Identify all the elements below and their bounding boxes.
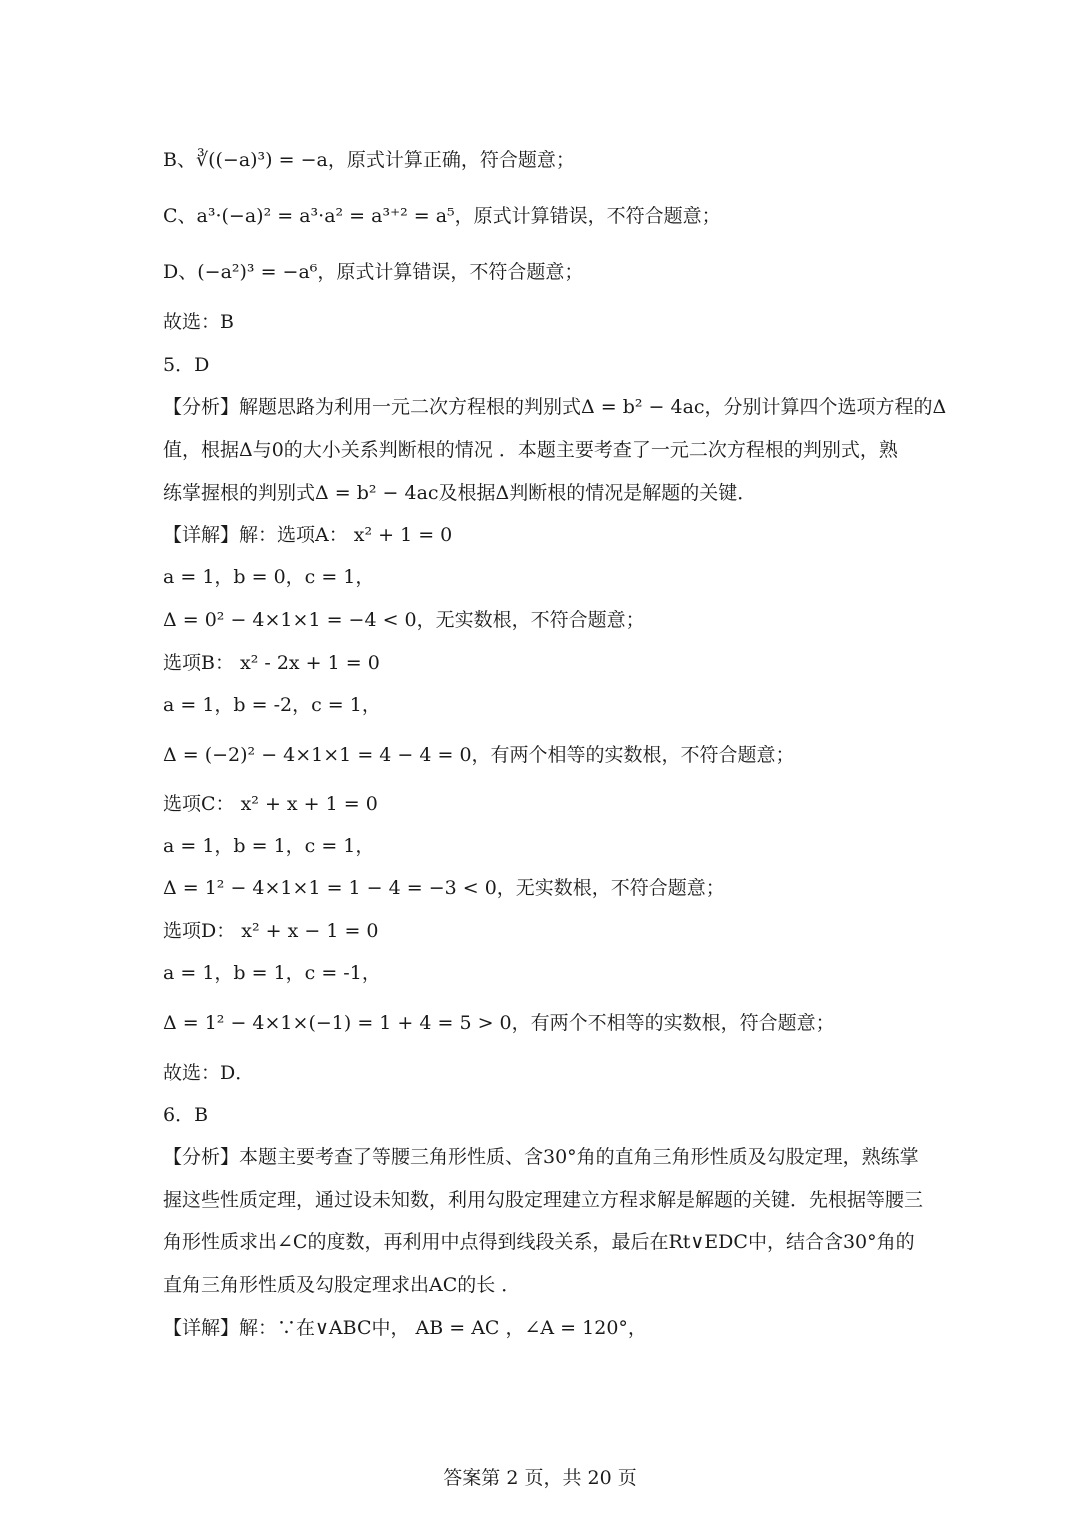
- text-line: 角形性质求出∠C的度数，再利用中点得到线段关系，最后在Rt∨EDC中，结合含30°角的: [163, 1231, 915, 1253]
- text-line: Δ = (−2)² − 4×1×1 = 4 − 4 = 0，有两个相等的实数根，不符合题意；: [163, 744, 795, 766]
- text-line: a = 1，b = 1，c = 1，: [163, 835, 375, 857]
- text-line: 选项B： x² - 2x + 1 = 0: [163, 652, 380, 674]
- question-number: 6．B: [163, 1104, 209, 1126]
- text-line: 【详解】解：选项A： x² + 1 = 0: [163, 524, 453, 546]
- text-line: a = 1，b = -2，c = 1，: [163, 694, 381, 716]
- text-line: 选项D： x² + x − 1 = 0: [163, 920, 379, 942]
- page-footer: 答案第 2 页，共 20 页: [443, 1467, 637, 1489]
- text-line: 直角三角形性质及勾股定理求出AC的长 ．: [163, 1274, 521, 1296]
- text-line: a = 1，b = 1，c = -1，: [163, 962, 381, 984]
- text-line: 【分析】解题思路为利用一元二次方程根的判别式Δ = b² − 4ac，分别计算四个选项方程的Δ: [163, 396, 947, 418]
- text-line: a = 1，b = 0，c = 1，: [163, 566, 375, 588]
- question-number: 5．D: [163, 354, 210, 376]
- text-line: D、(−a²)³ = −a⁶，原式计算错误，不符合题意；: [163, 261, 584, 283]
- text-line: 值，根据Δ与0的大小关系判断根的情况 ．本题主要考查了一元二次方程根的判别式，熟: [163, 439, 898, 461]
- text-line: Δ = 1² − 4×1×(−1) = 1 + 4 = 5 > 0，有两个不相等的实数根，符合题意；: [163, 1012, 835, 1034]
- text-line: 故选：B: [163, 311, 234, 333]
- text-line: B、∛((−a)³) = −a，原式计算正确，符合题意；: [163, 149, 575, 171]
- text-line: 练掌握根的判别式Δ = b² − 4ac及根据Δ判断根的情况是解题的关键．: [163, 482, 757, 504]
- text-line: Δ = 0² − 4×1×1 = −4 < 0，无实数根，不符合题意；: [163, 609, 645, 631]
- text-line: 故选：D．: [163, 1062, 255, 1084]
- text-line: 【详解】解：∵在∨ABC中， AB = AC ，∠A = 120°，: [163, 1317, 647, 1339]
- text-line: 握这些性质定理，通过设未知数，利用勾股定理建立方程求解是解题的关键．先根据等腰三: [163, 1189, 924, 1211]
- text-line: 选项C： x² + x + 1 = 0: [163, 793, 378, 815]
- text-line: Δ = 1² − 4×1×1 = 1 − 4 = −3 < 0，无实数根，不符合题意；: [163, 877, 725, 899]
- text-line: C、a³·(−a)² = a³·a² = a³⁺² = a⁵，原式计算错误，不符合题意；: [163, 205, 721, 227]
- text-line: 【分析】本题主要考查了等腰三角形性质、含30°角的直角三角形性质及勾股定理，熟练掌: [163, 1146, 919, 1168]
